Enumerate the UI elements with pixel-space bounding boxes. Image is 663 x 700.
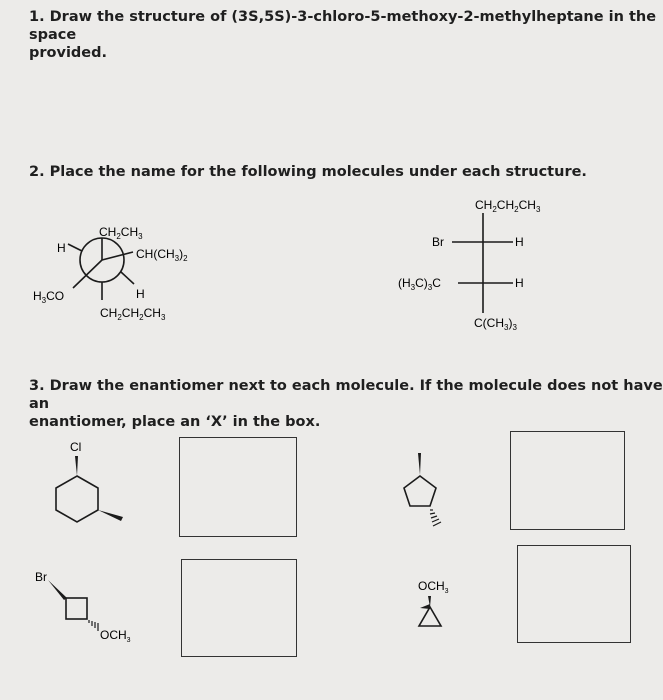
newman-back-right-label: H (136, 287, 145, 301)
answer-box-b[interactable] (181, 559, 297, 657)
newman-front-top-label: $CH_2CH_3$ (99, 225, 143, 241)
question-3-line-2: enantiomer, place an ‘X’ in the box. (29, 414, 321, 430)
answer-box-d[interactable] (517, 545, 631, 643)
fischer-bottom-label: $C(CH_3)_3$ (474, 316, 517, 332)
newman-front-left-label: $H_3CO$ (33, 289, 65, 305)
answer-box-c[interactable] (510, 431, 625, 530)
molecule-b-cyclobutane (35, 570, 131, 644)
fischer-upper-left-label: Br (432, 235, 444, 249)
answer-box-a[interactable] (179, 437, 297, 537)
molecule-a-cl-label: Cl (70, 440, 82, 454)
fischer-lower-right-label: H (515, 276, 524, 290)
fischer-upper-right-label: H (515, 235, 524, 249)
molecule-b-br-label: Br (35, 570, 47, 584)
newman-bottom-label: $CH_2CH_2CH_3$ (100, 306, 166, 322)
fischer-top-label: $CH_2CH_2CH_3$ (475, 198, 541, 214)
molecule-c-cyclopentane (404, 453, 441, 526)
molecule-b-och3-label: $OCH_3$ (100, 628, 131, 644)
newman-back-left-label: H (57, 241, 66, 255)
question-1-line-1: 1. Draw the structure of (3S,5S)-3-chloro-5-methoxy-2-methylheptane in the space (29, 9, 657, 43)
molecule-d-cyclopropane (418, 579, 449, 626)
molecule-d-och3-label: $OCH_3$ (418, 579, 449, 595)
molecule-a-cyclohexane (56, 440, 123, 522)
fischer-lower-left-label: $(H_3C)_3C$ (398, 276, 441, 292)
newman-front-right-label: $CH(CH_3)_2$ (136, 247, 188, 263)
question-2: 2. Place the name for the following molecules under each structure. (29, 164, 587, 180)
question-3-line-1: 3. Draw the enantiomer next to each molecule. If the molecule does not have an (29, 378, 663, 412)
question-1-line-2: provided. (29, 45, 108, 61)
